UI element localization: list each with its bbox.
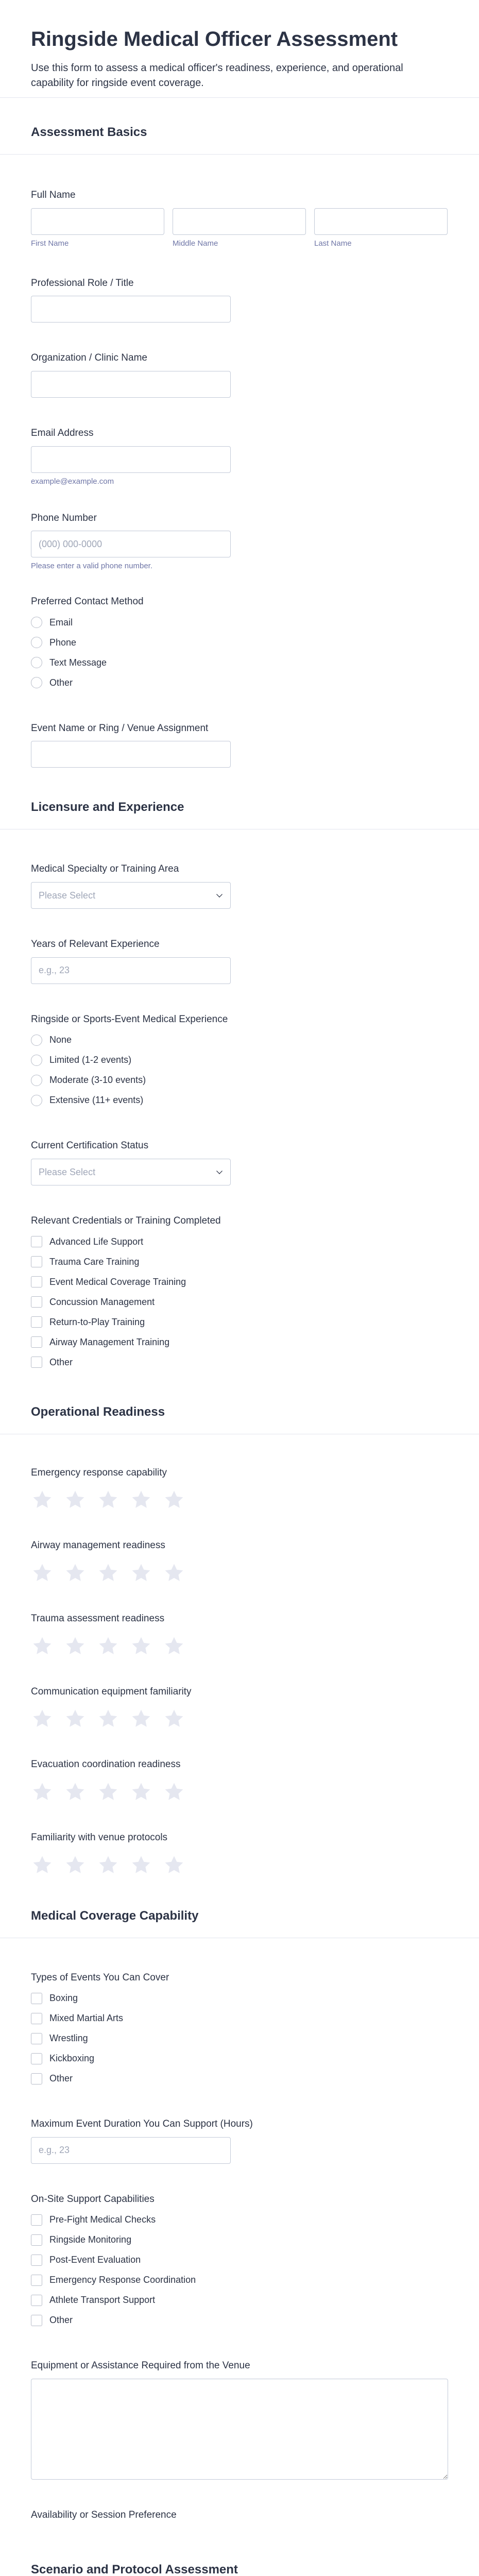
star-rating: [31, 1854, 448, 1876]
credential-option[interactable]: Concussion Management: [31, 1292, 448, 1312]
support-option[interactable]: Emergency Response Coordination: [31, 2270, 448, 2290]
support-option[interactable]: Pre-Fight Medical Checks: [31, 2210, 448, 2230]
first-name-sublabel: First Name: [31, 239, 69, 248]
contact-option-email[interactable]: Email: [31, 613, 448, 633]
phone-label: Phone Number: [31, 512, 97, 523]
radio-button[interactable]: [31, 1095, 42, 1106]
availability-field: [0, 2509, 479, 2522]
star-icon[interactable]: [64, 1562, 87, 1584]
credential-option[interactable]: Advanced Life Support: [31, 1232, 448, 1252]
email-sublabel: example@example.com: [31, 477, 114, 486]
radio-button[interactable]: [31, 1055, 42, 1066]
star-icon[interactable]: [64, 1635, 87, 1657]
event-input[interactable]: [31, 741, 231, 768]
organization-field: [0, 351, 479, 398]
star-rating: [31, 1707, 448, 1730]
support-option[interactable]: Post-Event Evaluation: [31, 2250, 448, 2270]
support-label: On-Site Support Capabilities: [31, 2193, 155, 2205]
star-icon[interactable]: [130, 1488, 152, 1511]
checkbox[interactable]: [31, 1357, 42, 1368]
event-type-option[interactable]: Other: [31, 2069, 448, 2089]
organization-input[interactable]: [31, 371, 231, 398]
checkbox[interactable]: [31, 2033, 42, 2044]
event-label: Event Name or Ring / Venue Assignment: [31, 722, 209, 734]
years-input[interactable]: [31, 957, 231, 984]
star-icon[interactable]: [163, 1781, 185, 1803]
event-types-label: Types of Events You Can Cover: [31, 1972, 169, 1983]
certification-select[interactable]: Please Select: [31, 1159, 231, 1185]
section-assessment-basics: [0, 98, 479, 155]
star-icon[interactable]: [163, 1707, 185, 1730]
radio-button[interactable]: [31, 657, 42, 668]
star-icon[interactable]: [31, 1781, 54, 1803]
event-type-option[interactable]: Kickboxing: [31, 2048, 448, 2069]
readiness-rating-field: [0, 1685, 479, 1731]
contact-method-field: [0, 595, 479, 693]
readiness-ratings: [0, 1466, 479, 1876]
star-icon[interactable]: [130, 1635, 152, 1657]
checkbox[interactable]: [31, 2013, 42, 2024]
star-icon[interactable]: [97, 1781, 119, 1803]
specialty-label: Medical Specialty or Training Area: [31, 863, 179, 875]
role-input[interactable]: [31, 296, 231, 323]
readiness-rating-field: [0, 1539, 479, 1584]
radio-button[interactable]: [31, 637, 42, 648]
availability-label: Availability or Session Preference: [31, 2510, 177, 2521]
equipment-textarea[interactable]: [31, 2379, 448, 2480]
ringside-experience-label: Ringside or Sports-Event Medical Experience: [31, 1013, 228, 1025]
email-label: Email Address: [31, 427, 94, 438]
star-icon[interactable]: [130, 1562, 152, 1584]
support-option[interactable]: Athlete Transport Support: [31, 2290, 448, 2310]
star-icon[interactable]: [163, 1562, 185, 1584]
readiness-rating-label: Emergency response capability: [31, 1467, 167, 1478]
specialty-select[interactable]: Please Select: [31, 882, 231, 909]
star-icon[interactable]: [97, 1562, 119, 1584]
star-icon[interactable]: [64, 1707, 87, 1730]
checkbox[interactable]: [31, 2255, 42, 2266]
section-title: Scenario and Protocol Assessment: [31, 2562, 238, 2576]
event-type-option[interactable]: Wrestling: [31, 2028, 448, 2048]
section-title: Assessment Basics: [31, 125, 147, 139]
first-name-input[interactable]: [31, 208, 164, 235]
readiness-rating-field: [0, 1831, 479, 1876]
star-icon[interactable]: [163, 1635, 185, 1657]
star-icon[interactable]: [31, 1854, 54, 1876]
readiness-rating-label: Familiarity with venue protocols: [31, 1832, 168, 1843]
star-rating: [31, 1781, 448, 1803]
radio-button[interactable]: [31, 677, 42, 688]
star-icon[interactable]: [64, 1488, 87, 1511]
readiness-rating-label: Evacuation coordination readiness: [31, 1759, 181, 1770]
middle-name-sublabel: Middle Name: [173, 239, 218, 248]
credential-option[interactable]: Event Medical Coverage Training: [31, 1272, 448, 1292]
event-type-option[interactable]: Mixed Martial Arts: [31, 2008, 448, 2028]
middle-name-input[interactable]: [173, 208, 306, 235]
credential-option[interactable]: Airway Management Training: [31, 1332, 448, 1352]
form-header: [0, 0, 479, 98]
readiness-rating-label: Trauma assessment readiness: [31, 1613, 165, 1624]
checkbox[interactable]: [31, 1316, 42, 1328]
checkbox[interactable]: [31, 2275, 42, 2286]
star-icon[interactable]: [97, 1854, 119, 1876]
years-label: Years of Relevant Experience: [31, 939, 160, 950]
star-icon[interactable]: [97, 1635, 119, 1657]
phone-field: [0, 512, 479, 571]
section-medical-coverage: [0, 1882, 479, 1938]
radio-button[interactable]: [31, 617, 42, 628]
contact-option-phone[interactable]: Phone: [31, 633, 448, 653]
star-icon[interactable]: [163, 1854, 185, 1876]
star-icon[interactable]: [130, 1707, 152, 1730]
star-icon[interactable]: [97, 1707, 119, 1730]
form-title: Ringside Medical Officer Assessment: [31, 28, 398, 50]
radio-button[interactable]: [31, 1035, 42, 1046]
credentials-field: [0, 1214, 479, 1372]
ringside-experience-field: [0, 1013, 479, 1111]
star-icon[interactable]: [130, 1781, 152, 1803]
star-icon[interactable]: [97, 1488, 119, 1511]
support-option[interactable]: Ringside Monitoring: [31, 2230, 448, 2250]
credential-option[interactable]: Trauma Care Training: [31, 1252, 448, 1272]
readiness-rating-label: Communication equipment familiarity: [31, 1686, 192, 1697]
star-icon[interactable]: [31, 1562, 54, 1584]
event-field: [0, 722, 479, 768]
star-rating: [31, 1635, 448, 1657]
star-icon[interactable]: [64, 1781, 87, 1803]
checkbox[interactable]: [31, 2315, 42, 2326]
ringside-option[interactable]: Extensive (11+ events): [31, 1090, 448, 1110]
form-description: Use this form to assess a medical officer's readiness, experience, and operational capability for ringside event coverage.: [31, 62, 403, 89]
credential-option[interactable]: Other: [31, 1352, 448, 1372]
equipment-label: Equipment or Assistance Required from the Venue: [31, 2360, 250, 2371]
equipment-field: [0, 2359, 479, 2480]
star-icon[interactable]: [163, 1488, 185, 1511]
email-field: [0, 427, 479, 486]
checkbox[interactable]: [31, 1256, 42, 1267]
star-icon[interactable]: [130, 1854, 152, 1876]
star-rating: [31, 1488, 448, 1511]
star-icon[interactable]: [64, 1854, 87, 1876]
star-rating: [31, 1562, 448, 1584]
organization-label: Organization / Clinic Name: [31, 352, 147, 364]
section-title: Licensure and Experience: [31, 800, 184, 815]
last-name-input[interactable]: [314, 208, 448, 235]
checkbox[interactable]: [31, 2295, 42, 2306]
star-icon[interactable]: [31, 1635, 54, 1657]
readiness-rating-field: [0, 1758, 479, 1803]
event-type-option[interactable]: Boxing: [31, 1988, 448, 2008]
section-scenario: [0, 2535, 479, 2576]
section-licensure: [0, 773, 479, 829]
years-field: [0, 938, 479, 984]
certification-field: [0, 1139, 479, 1185]
checkbox[interactable]: [31, 2234, 42, 2246]
checkbox[interactable]: [31, 1236, 42, 1247]
section-title: Operational Readiness: [31, 1404, 165, 1419]
chevron-down-icon: [216, 1168, 223, 1174]
last-name-sublabel: Last Name: [314, 239, 352, 248]
ringside-option[interactable]: Moderate (3-10 events): [31, 1070, 448, 1090]
checkbox[interactable]: [31, 1993, 42, 2004]
full-name-field: [0, 189, 479, 248]
checkbox[interactable]: [31, 2073, 42, 2084]
chevron-down-icon: [216, 891, 223, 897]
duration-field: [0, 2117, 479, 2164]
phone-sublabel: Please enter a valid phone number.: [31, 562, 152, 571]
checkbox[interactable]: [31, 1276, 42, 1287]
contact-option-text[interactable]: Text Message: [31, 653, 448, 673]
checkbox[interactable]: [31, 2214, 42, 2226]
section-title: Medical Coverage Capability: [31, 1908, 199, 1923]
star-icon[interactable]: [31, 1488, 54, 1511]
readiness-rating-field: [0, 1612, 479, 1657]
duration-label: Maximum Event Duration You Can Support (Hours): [31, 2119, 253, 2130]
ringside-option[interactable]: None: [31, 1030, 448, 1050]
contact-method-label: Preferred Contact Method: [31, 596, 144, 607]
credentials-label: Relevant Credentials or Training Completed: [31, 1215, 221, 1227]
readiness-rating-field: [0, 1466, 479, 1512]
role-field: [0, 277, 479, 323]
readiness-rating-label: Airway management readiness: [31, 1540, 165, 1551]
support-option[interactable]: Other: [31, 2310, 448, 2330]
phone-input[interactable]: [31, 531, 231, 557]
support-field: [0, 2193, 479, 2331]
checkbox[interactable]: [31, 1296, 42, 1308]
specialty-field: [0, 862, 479, 909]
role-label: Professional Role / Title: [31, 277, 134, 289]
checkbox[interactable]: [31, 1336, 42, 1348]
section-operational-readiness: [0, 1378, 479, 1434]
certification-label: Current Certification Status: [31, 1140, 149, 1151]
contact-option-other[interactable]: Other: [31, 673, 448, 693]
email-input[interactable]: [31, 446, 231, 473]
credential-option[interactable]: Return-to-Play Training: [31, 1312, 448, 1332]
ringside-option[interactable]: Limited (1-2 events): [31, 1050, 448, 1070]
full-name-label: Full Name: [31, 190, 76, 200]
radio-button[interactable]: [31, 1075, 42, 1086]
checkbox[interactable]: [31, 2053, 42, 2064]
event-types-field: [0, 1971, 479, 2089]
star-icon[interactable]: [31, 1707, 54, 1730]
duration-input[interactable]: [31, 2137, 231, 2164]
